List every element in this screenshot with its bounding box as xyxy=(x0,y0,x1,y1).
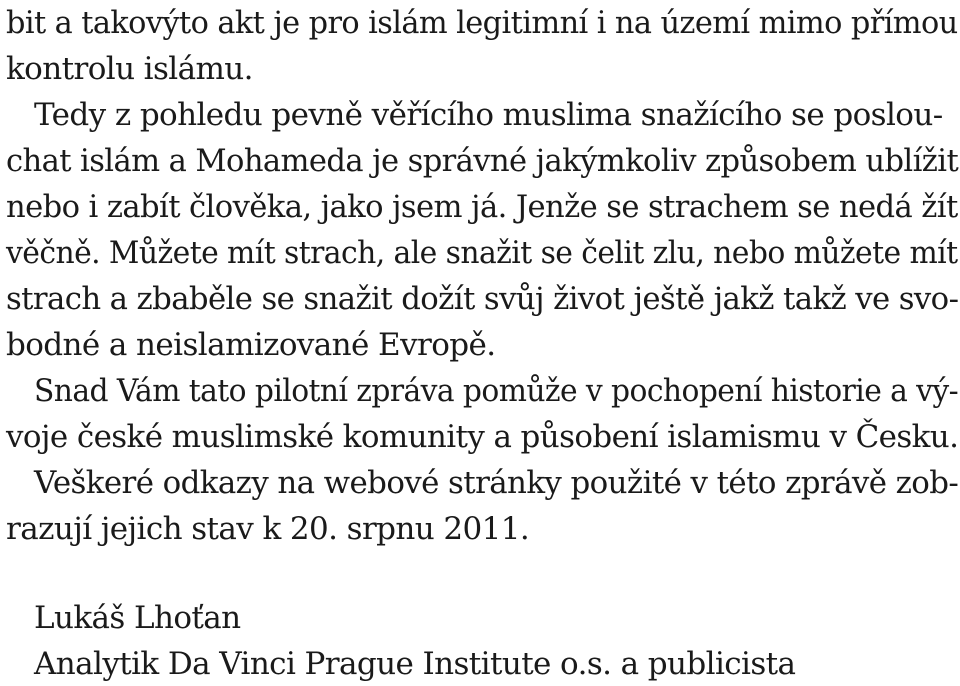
text-line: chat islám a Mohameda je správné jakýmkoliv způsobem ublížit xyxy=(6,143,959,179)
text-line: razují jejich stav k 20. srpnu 2011. xyxy=(6,511,530,547)
text-line: strach a zbaběle se snažit dožít svůj život ještě jakž takž ve svo- xyxy=(6,281,959,317)
text-line: Snad Vám tato pilotní zpráva pomůže v pochopení historie a vý- xyxy=(34,373,959,409)
text-line: voje české muslimské komunity a působení islamismu v Česku. xyxy=(6,419,959,455)
text-line: bodné a neislamizované Evropě. xyxy=(6,327,496,363)
text-line: věčně. Můžete mít strach, ale snažit se čelit zlu, nebo můžete mít xyxy=(6,235,958,271)
text-line: bit a takovýto akt je pro islám legitimní i na území mimo přímou xyxy=(6,5,958,41)
signature-title: Analytik Da Vinci Prague Institute o.s. a publicista xyxy=(34,646,796,682)
text-line: nebo i zabít člověka, jako jsem já. Jenže se strachem se nedá žít xyxy=(6,189,958,225)
signature-name: Lukáš Lhoťan xyxy=(34,600,241,636)
text-line: Veškeré odkazy na webové stránky použité v této zprávě zob- xyxy=(34,465,959,501)
text-line: Tedy z pohledu pevně věřícího muslima snažícího se poslou- xyxy=(34,97,943,133)
text-line: kontrolu islámu. xyxy=(6,51,253,87)
